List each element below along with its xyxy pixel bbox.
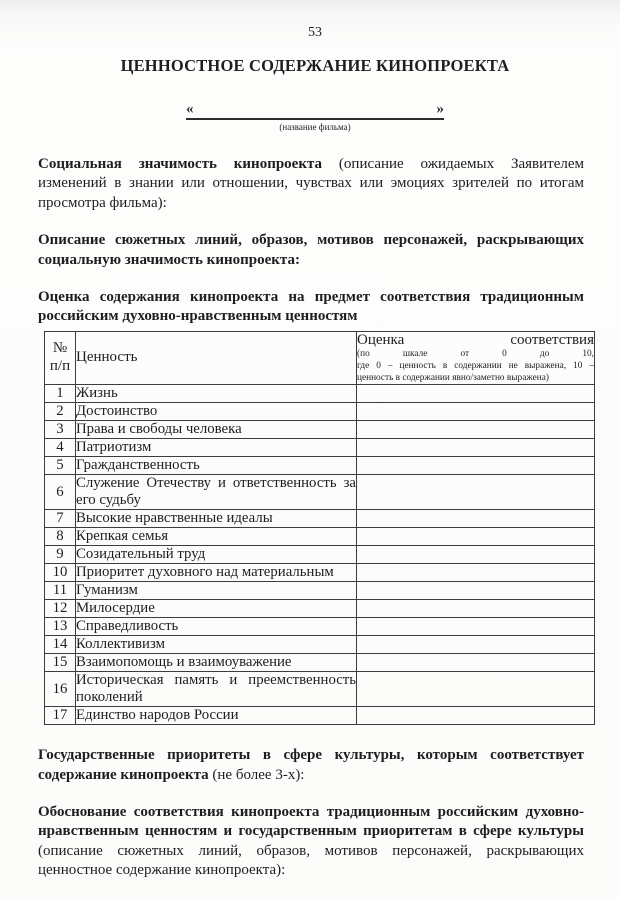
- score-cell: [357, 600, 595, 618]
- document-title: ЦЕННОСТНОЕ СОДЕРЖАНИЕ КИНОПРОЕКТА: [120, 56, 510, 75]
- column-header-value: Ценность: [76, 331, 357, 384]
- value-cell: Приоритет духовного над материальным: [76, 564, 357, 582]
- score-cell: [357, 618, 595, 636]
- value-cell: Историческая память и преемственность поколений: [76, 672, 356, 706]
- row-number-cell: 3: [45, 421, 76, 439]
- film-title-blank: [186, 102, 444, 133]
- value-cell: Высокие нравственные идеалы: [76, 510, 357, 528]
- table-row: [45, 600, 595, 618]
- row-number-cell: 12: [45, 600, 76, 618]
- score-cell: [357, 672, 595, 707]
- page-number: 53: [308, 25, 322, 40]
- table-row: [45, 439, 595, 457]
- score-cell: [357, 707, 595, 725]
- value-cell: Крепкая семья: [76, 528, 357, 546]
- table-header-row: [45, 331, 595, 384]
- row-number-cell: 5: [45, 457, 76, 475]
- value-cell: Коллективизм: [76, 636, 357, 654]
- paragraph-state-priorities-body: (не более 3-х):: [212, 766, 305, 783]
- values-table: [44, 331, 595, 725]
- row-number-cell: 1: [45, 385, 76, 403]
- value-cell: Единство народов России: [76, 707, 357, 725]
- score-cell: [357, 457, 595, 475]
- table-row: [45, 528, 595, 546]
- row-number-cell: 15: [45, 654, 76, 672]
- score-cell: [357, 421, 595, 439]
- value-cell: Достоинство: [76, 403, 357, 421]
- score-cell: [357, 582, 595, 600]
- values-table-body: [45, 385, 595, 725]
- row-number-cell: 17: [45, 707, 76, 725]
- value-cell: Жизнь: [76, 385, 357, 403]
- table-row: [45, 385, 595, 403]
- paragraph-assessment-heading-lead: Оценка содержания кинопроекта на предмет соответствия традиционным российским духовно-нравственным ценностям: [38, 289, 584, 325]
- table-row: [45, 546, 595, 564]
- row-number-cell: 6: [45, 475, 76, 510]
- paragraph-social-significance-body: (описание ожидаемых Заявителем изменений в знании или отношении, чувствах или эмоциях зрителей по итогам просмотра фильма):: [38, 156, 585, 211]
- row-number-cell: 7: [45, 510, 76, 528]
- row-number-cell: 13: [45, 618, 76, 636]
- value-cell: Гуманизм: [76, 582, 357, 600]
- paragraph-state-priorities-lead: Государственные приоритеты в сфере культуры, которым соответствует содержание кинопроекта: [38, 747, 584, 783]
- row-number-cell: 4: [45, 439, 76, 457]
- paragraph-assessment-heading: [38, 288, 584, 327]
- film-title-caption: (название фильма): [279, 122, 351, 132]
- row-number-cell: 10: [45, 564, 76, 582]
- close-quote-mark: »: [436, 101, 444, 117]
- value-cell: Созидательный труд: [76, 546, 357, 564]
- score-cell: [357, 546, 595, 564]
- value-cell: Справедливость: [76, 618, 357, 636]
- row-number-cell: 11: [45, 582, 76, 600]
- paragraph-justification-body: (описание сюжетных линий, образов, мотивов персонажей, раскрывающих ценностное содержание кинопроекта):: [38, 842, 584, 879]
- row-number-cell: 8: [45, 528, 76, 546]
- score-column-note: (по шкале от 0 до 10, где 0 – ценность в содержании не выражена, 10 – ценность в содержании явно/заметно выражена): [357, 349, 594, 383]
- score-cell: [357, 385, 595, 403]
- table-row: [45, 618, 595, 636]
- table-row: [45, 654, 595, 672]
- value-cell: Взаимопомощь и взаимоуважение: [76, 654, 357, 672]
- score-cell: [357, 564, 595, 582]
- open-quote-mark: «: [186, 101, 194, 117]
- paragraph-justification: [38, 803, 584, 881]
- table-row: [45, 564, 595, 582]
- paragraph-social-significance-lead: Социальная значимость кинопроекта: [38, 156, 323, 172]
- table-row: [45, 707, 595, 725]
- score-cell: [357, 510, 595, 528]
- row-number-cell: 2: [45, 403, 76, 421]
- table-row: [45, 457, 595, 475]
- value-cell: Гражданственность: [76, 457, 357, 475]
- score-column-title: Оценка соответствия: [357, 331, 594, 348]
- row-number-cell: 16: [45, 672, 76, 707]
- row-number-cell: 14: [45, 636, 76, 654]
- value-cell: Права и свободы человека: [76, 421, 357, 439]
- table-row: [45, 421, 595, 439]
- table-row: [45, 475, 595, 510]
- table-row: [45, 672, 595, 707]
- score-cell: [357, 528, 595, 546]
- row-number-cell: 9: [45, 546, 76, 564]
- score-cell: [357, 403, 595, 421]
- value-cell: Служение Отечеству и ответственность за его судьбу: [76, 475, 356, 509]
- column-header-number: № п/п: [45, 331, 76, 384]
- value-cell: Милосердие: [76, 600, 357, 618]
- table-row: [45, 403, 595, 421]
- table-row: [45, 582, 595, 600]
- score-cell: [357, 475, 595, 510]
- score-cell: [357, 636, 595, 654]
- value-cell: Патриотизм: [76, 439, 357, 457]
- table-row: [45, 636, 595, 654]
- table-row: [45, 510, 595, 528]
- column-header-score: [357, 331, 595, 384]
- paragraph-social-significance: [38, 155, 584, 213]
- film-title-rule: [186, 102, 444, 120]
- paragraph-state-priorities: [38, 746, 584, 785]
- score-cell: [357, 439, 595, 457]
- score-cell: [357, 654, 595, 672]
- paragraph-plot-description: [38, 231, 584, 270]
- paragraph-justification-lead: Обоснование соответствия кинопроекта традиционным российским духовно-нравственным ценностям и государственным приоритетам в сфере культуры: [38, 803, 584, 840]
- paragraph-plot-description-lead: Описание сюжетных линий, образов, мотивов персонажей, раскрывающих социальную значимость кинопроекта:: [38, 232, 584, 268]
